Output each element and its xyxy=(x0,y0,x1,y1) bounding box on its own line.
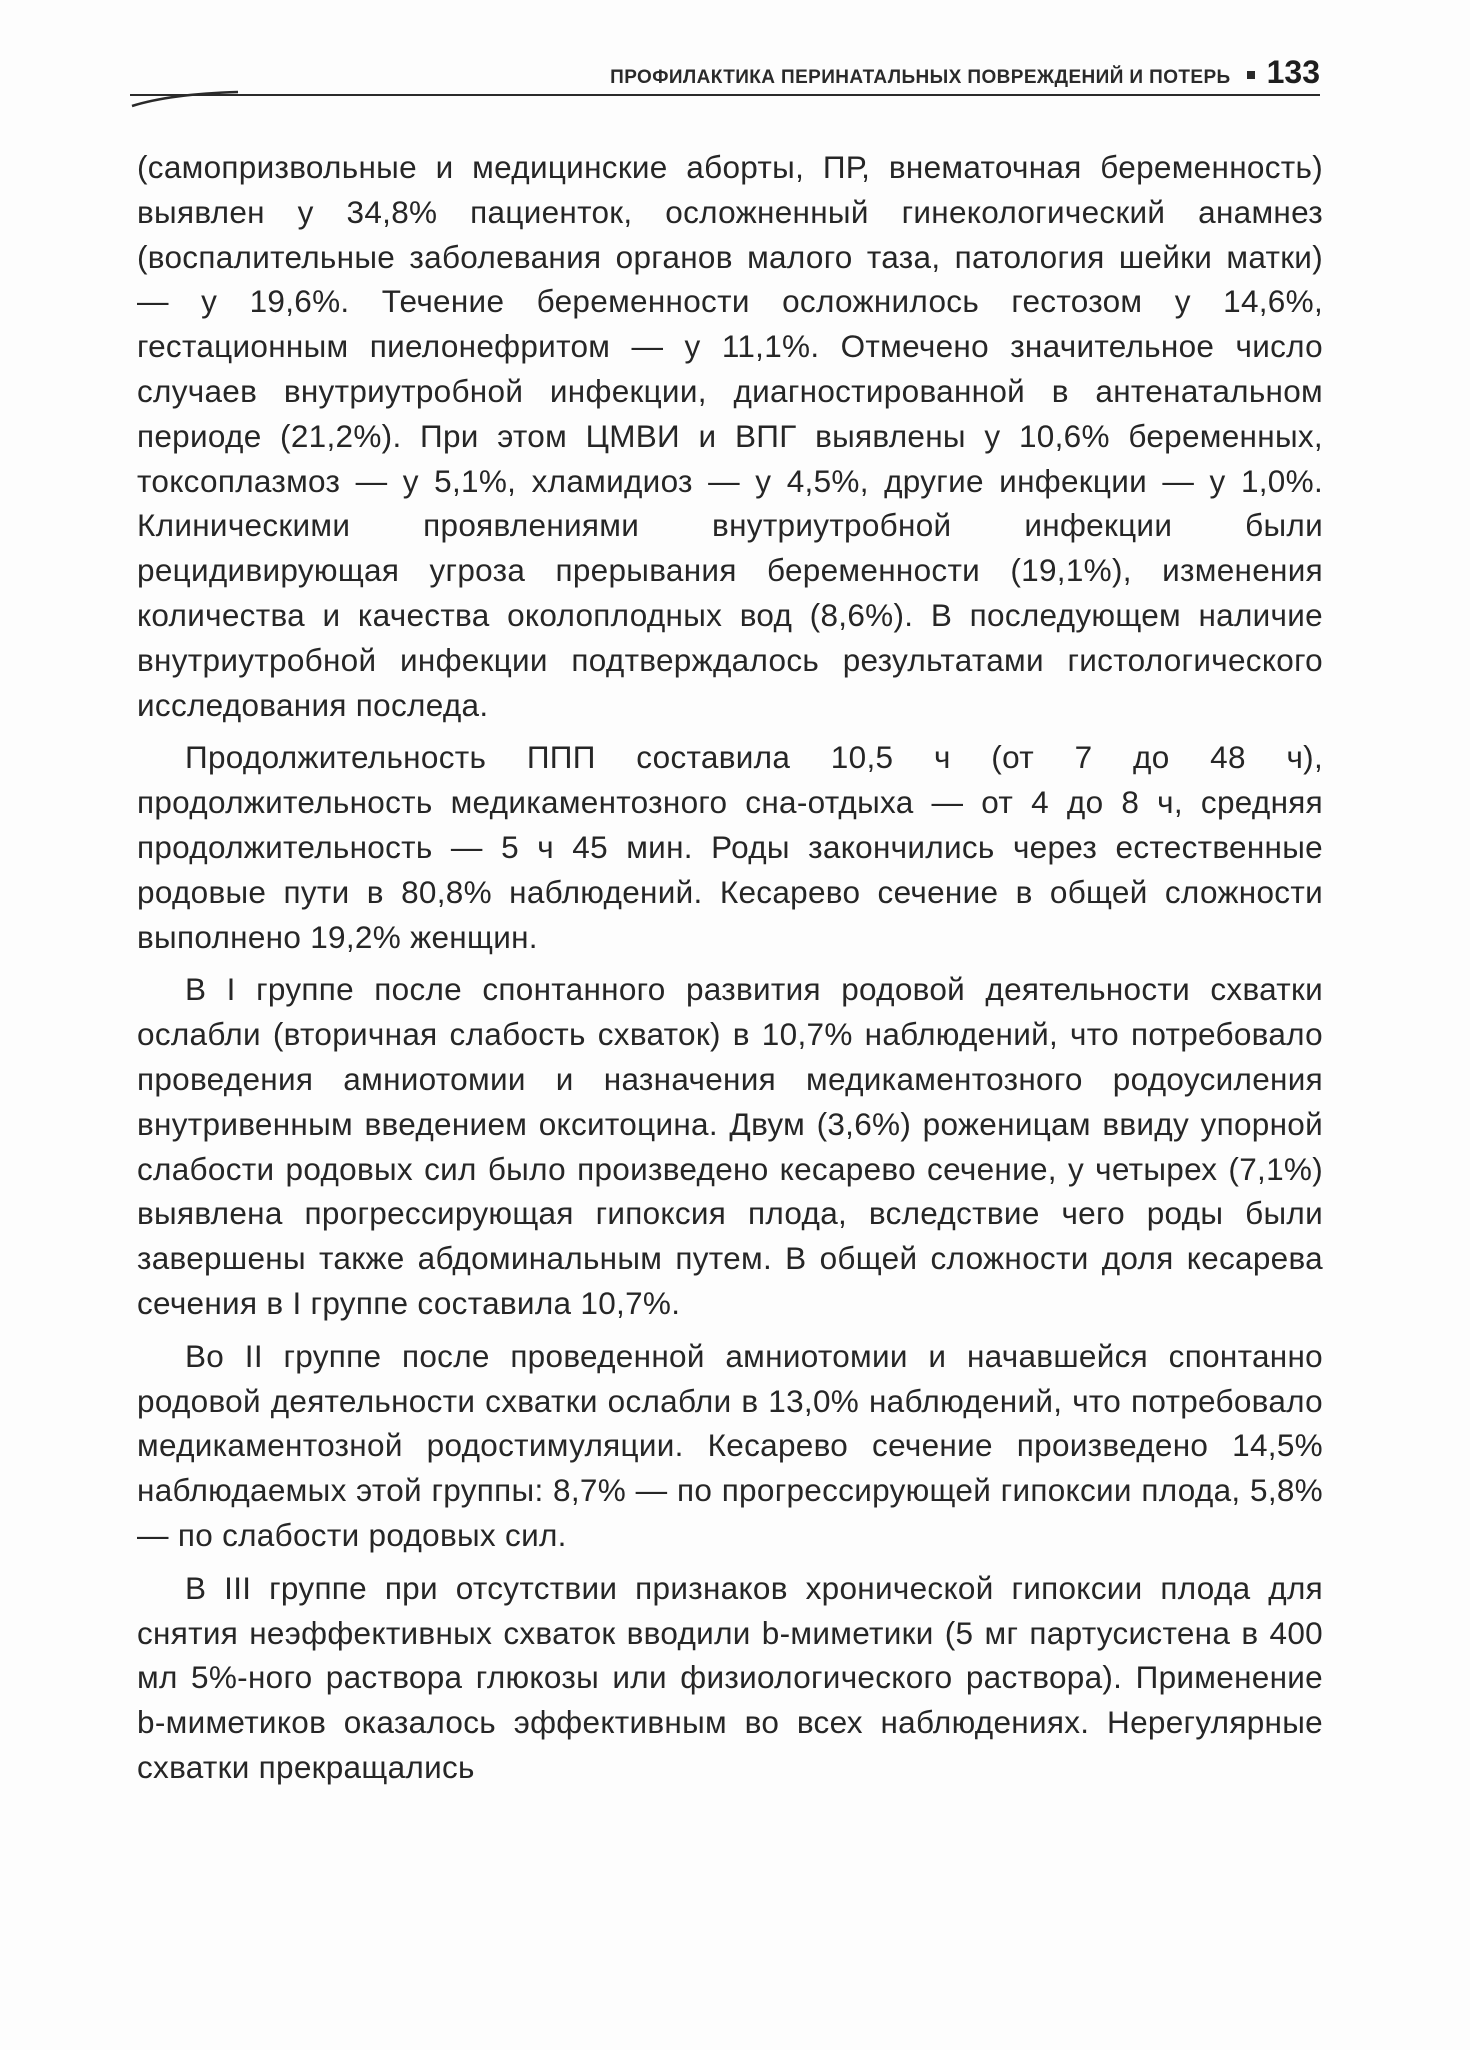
paragraph: В I группе после спонтанного развития родовой деятельности схватки ослабли (вторичная слабость схваток) в 10,7% наблюдений, что потребовало проведения амниотомии и назначения медикаментозного родоусиления внутривенным введением окситоцина. Двум (3,6%) роженицам ввиду упорной слабости родовых сил было произведено кесарево сечение, у четырех (7,1%) выявлена прогрессирующая гипоксия плода, вследствие чего роды были завершены также абдоминальным путем. В общей сложности доля кесарева сечения в I группе составила 10,7%. xyxy=(137,971,1323,1321)
body-text xyxy=(137,145,1323,1798)
header-text xyxy=(610,54,1320,91)
page-number: 133 xyxy=(1266,54,1320,90)
paragraph: (самопризвольные и медицинские аборты, ПР, внематочная беременность) выявлен у 34,8% пациенток, осложненный гинекологический анамнез (воспалительные заболевания органов малого таза, патология шейки матки) — у 19,6%. Течение беременности осложнилось гестозом у 14,6%, гестационным пиелонефритом — у 11,1%. Отмечено значительное число случаев внутриутробной инфекции, диагностированной в антенатальном периоде (21,2%). При этом ЦМВИ и ВПГ выявлены у 10,6% беременных, токсоплазмоз — у 5,1%, хламидиоз — у 4,5%, другие инфекции — у 1,0%. Клиническими проявлениями внутриутробной инфекции были рецидивирующая угроза прерывания беременности (19,1%), изменения количества и качества околоплодных вод (8,6%). В последующем наличие внутриутробной инфекции подтверждалось результатами гистологического исследования последа. xyxy=(137,149,1323,723)
running-title: ПРОФИЛАКТИКА ПЕРИНАТАЛЬНЫХ ПОВРЕЖДЕНИЙ И ПОТЕРЬ xyxy=(610,67,1231,88)
paragraph: Во II группе после проведенной амниотомии и начавшейся спонтанно родовой деятельности схватки ослабли в 13,0% наблюдений, что потребовало медикаментозной родостимуляции. Кесарево сечение произведено 14,5% наблюдаемых этой группы: 8,7% — по прогрессирующей гипоксии плода, 5,8% — по слабости родовых сил. xyxy=(137,1337,1323,1553)
header-bullet-icon xyxy=(1247,71,1255,79)
header-rule xyxy=(130,94,1320,96)
running-header xyxy=(130,50,1320,96)
paragraph: Продолжительность ППП составила 10,5 ч (от 7 до 48 ч), продолжительность медикаментозного сна-отдыха — от 4 до 8 ч, средняя продолжительность — 5 ч 45 мин. Роды закончились через естественные родовые пути в 80,8% наблюдений. Кесарево сечение в общей сложности выполнено 19,2% женщин. xyxy=(137,739,1323,955)
paragraph: В III группе при отсутствии признаков хронической гипоксии плода для снятия неэффективных схваток вводили b-миметики (5 мг партусистена в 400 мл 5%-ного раствора глюкозы или физиологического раствора). Применение b-миметиков оказалось эффективным во всех наблюдениях. Нерегулярные схватки прекращались xyxy=(137,1569,1323,1785)
header-swoosh-ornament xyxy=(130,90,240,108)
